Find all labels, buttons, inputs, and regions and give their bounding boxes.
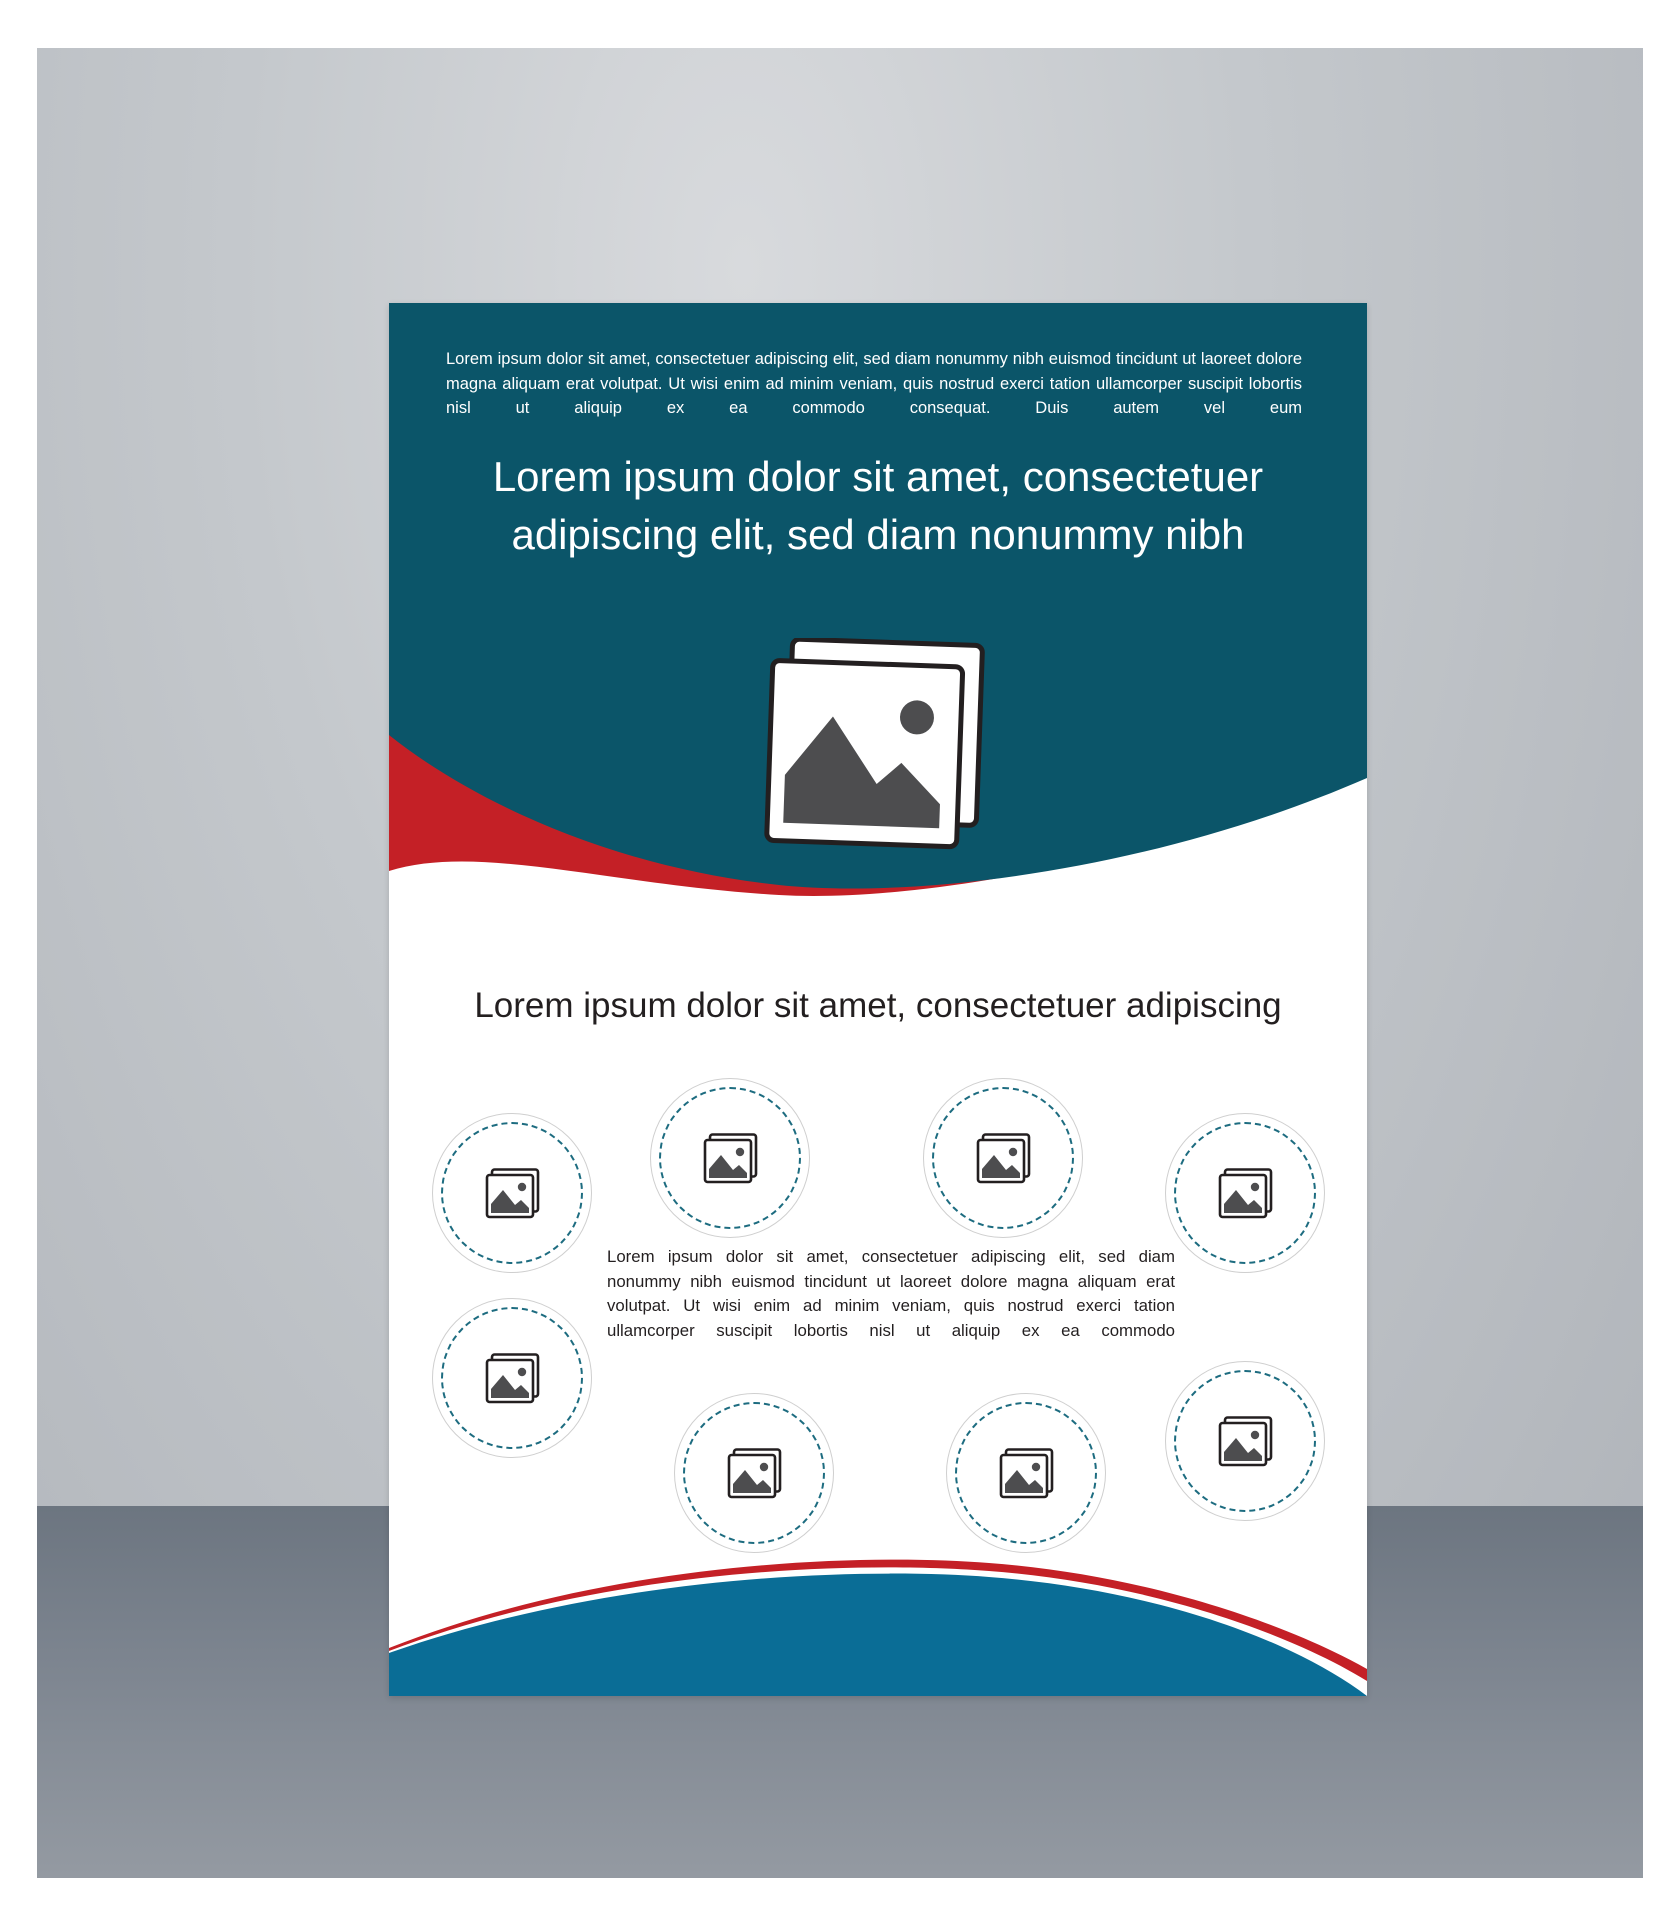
mockup-backdrop <box>37 48 1643 1878</box>
circle-image-holder <box>1165 1113 1325 1273</box>
footer-blue-wave <box>389 1574 1367 1696</box>
circle-image-holder <box>650 1078 810 1238</box>
body-paragraph: Lorem ipsum dolor sit amet, consectetuer adipiscing elit, sed diam nonummy nibh euismod tincidunt ut laoreet dolore magna aliquam erat volutpat. Ut wisi enim ad minim veniam, quis nostrud exerci tation ullamcorper suscipit lobortis nisl ut aliquip ex ea commodo <box>607 1247 1175 1340</box>
intro-paragraph: Lorem ipsum dolor sit amet, consectetuer adipiscing elit, sed diam nonummy nibh euismod tincidunt ut laoreet dolore magna aliquam erat volutpat. Ut wisi enim ad minim veniam, quis nostrud exerci tation ullamcorper suscipit lobortis nisl ut aliquip ex ea commodo consequat. Duis autem vel eum <box>446 350 1302 417</box>
circle-image-holder <box>674 1393 834 1553</box>
image-placeholder-icon <box>703 1133 759 1185</box>
main-heading-line-2: adipiscing elit, sed diam nonummy nibh <box>511 511 1245 558</box>
image-placeholder-icon <box>999 1448 1055 1500</box>
image-placeholder-icon <box>1218 1168 1274 1220</box>
section-heading: Lorem ipsum dolor sit amet, consectetuer adipiscing <box>474 986 1282 1025</box>
circle-image-holder <box>1165 1361 1325 1521</box>
main-heading-line-1: Lorem ipsum dolor sit amet, consectetuer <box>492 453 1264 500</box>
circle-image-holder <box>946 1393 1106 1553</box>
image-placeholder-icon <box>485 1168 541 1220</box>
image-placeholder-icon <box>1218 1416 1274 1468</box>
image-placeholder-icon <box>764 638 989 853</box>
circle-image-holder <box>923 1078 1083 1238</box>
flyer <box>389 303 1367 1696</box>
circle-image-holder <box>432 1113 592 1273</box>
circle-image-holder <box>432 1298 592 1458</box>
image-placeholder-icon <box>976 1133 1032 1185</box>
main-heading <box>429 448 1327 564</box>
image-placeholder-icon <box>727 1448 783 1500</box>
image-placeholder-icon <box>485 1353 541 1405</box>
